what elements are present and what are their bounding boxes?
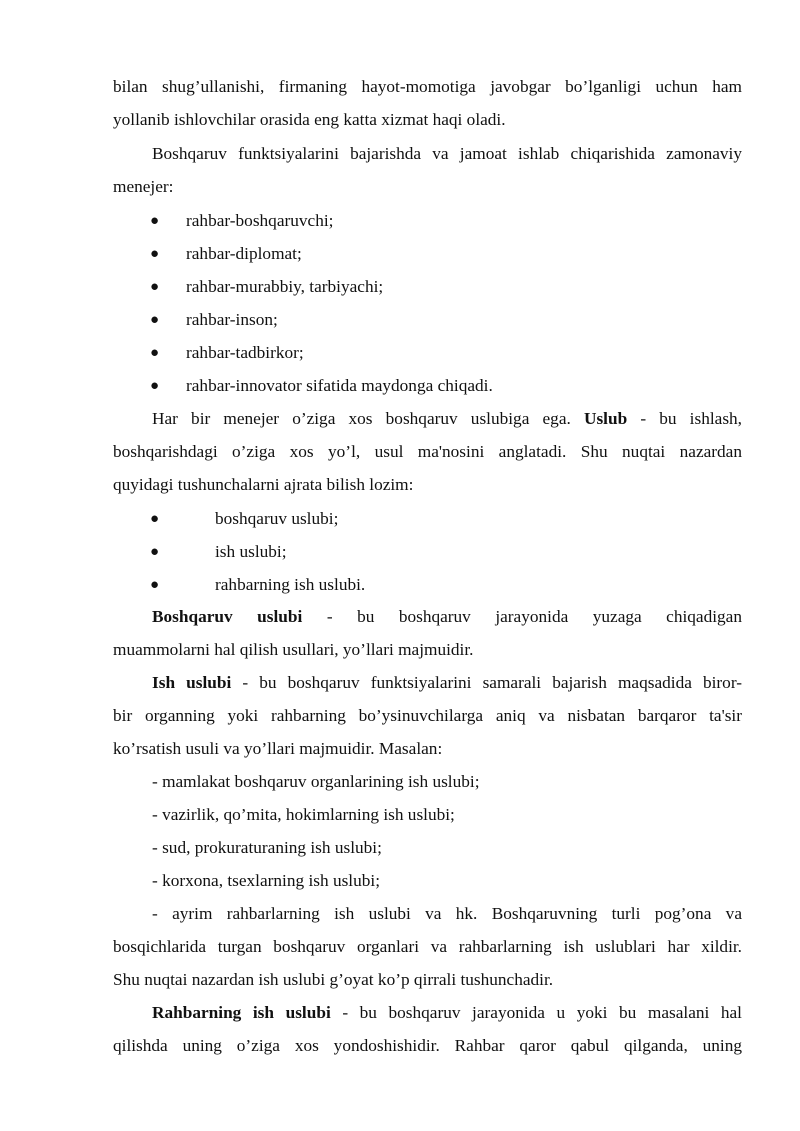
bullet-icon: ● bbox=[150, 312, 160, 328]
paragraph-line: - ayrim rahbarlarning ish uslubi va hk. Boshqaruvning turli pog’ona va bbox=[152, 904, 742, 923]
list-item: rahbar-diplomat; bbox=[186, 244, 302, 263]
text-run: Har bir menejer o’ziga xos boshqaruv uslubiga ega. bbox=[152, 409, 584, 428]
list-item: rahbar-innovator sifatida maydonga chiqadi. bbox=[186, 376, 493, 395]
paragraph-line: qilishda uning o’ziga xos yondoshishidir. Rahbar qaror qabul qilganda, uning bbox=[113, 1036, 742, 1055]
list-item: rahbar-murabbiy, tarbiyachi; bbox=[186, 277, 384, 296]
list-item: - korxona, tsexlarning ish uslubi; bbox=[152, 871, 380, 890]
paragraph-line: ko’rsatish usuli va yo’llari majmuidir. Masalan: bbox=[113, 739, 443, 758]
paragraph-line: boshqarishdagi o’ziga xos yo’l, usul ma'nosini anglatadi. Shu nuqtai nazardan bbox=[113, 442, 742, 461]
text-run: - bu boshqaruv jarayonida yuzaga chiqadigan bbox=[302, 607, 742, 626]
paragraph-line bbox=[152, 1002, 742, 1024]
paragraph-line bbox=[152, 672, 742, 694]
bullet-icon: ● bbox=[150, 279, 160, 295]
paragraph-line: bilan shug’ullanishi, firmaning hayot-momotiga javobgar bo’lganligi uchun ham bbox=[113, 77, 742, 96]
bullet-icon: ● bbox=[150, 378, 160, 394]
term-bold: Uslub bbox=[583, 409, 628, 428]
paragraph-line bbox=[152, 606, 742, 628]
bullet-icon: ● bbox=[150, 246, 160, 262]
paragraph-line: quyidagi tushunchalarni ajrata bilish lozim: bbox=[113, 475, 414, 494]
text-run: - bu boshqaruv jarayonida u yoki bu masalani hal bbox=[330, 1003, 742, 1022]
term-bold: Rahbarning ish uslubi bbox=[152, 1003, 331, 1022]
list-item: - sud, prokuraturaning ish uslubi; bbox=[152, 838, 382, 857]
list-item: - vazirlik, qo’mita, hokimlarning ish uslubi; bbox=[152, 805, 455, 824]
bullet-icon: ● bbox=[150, 511, 160, 527]
text-run: - bu boshqaruv funktsiyalarini samarali bajarish maqsadida biror- bbox=[231, 673, 742, 692]
paragraph-line: menejer: bbox=[113, 177, 174, 196]
paragraph-line: bir organning yoki rahbarning bo’ysinuvchilarga aniq va nisbatan barqaror ta'sir bbox=[113, 706, 742, 725]
bullet-icon: ● bbox=[150, 577, 160, 593]
term-bold: Ish uslubi bbox=[152, 673, 232, 692]
list-item: rahbar-inson; bbox=[186, 310, 278, 329]
paragraph-line: yollanib ishlovchilar orasida eng katta xizmat haqi oladi. bbox=[113, 110, 506, 129]
list-item: boshqaruv uslubi; bbox=[215, 509, 339, 528]
list-item: ish uslubi; bbox=[215, 542, 287, 561]
bullet-icon: ● bbox=[150, 213, 160, 229]
list-item: rahbarning ish uslubi. bbox=[215, 575, 366, 594]
paragraph-line: muammolarni hal qilish usullari, yo’llari majmuidir. bbox=[113, 640, 474, 659]
term-bold: Boshqaruv uslubi bbox=[152, 607, 303, 626]
list-item: - mamlakat boshqaruv organlarining ish uslubi; bbox=[152, 772, 480, 791]
text-run: - bu ishlash, bbox=[627, 409, 742, 428]
paragraph-line: Boshqaruv funktsiyalarini bajarishda va jamoat ishlab chiqarishida zamonaviy bbox=[152, 144, 742, 163]
paragraph-line: Shu nuqtai nazardan ish uslubi g’oyat ko’p qirrali tushunchadir. bbox=[113, 970, 554, 989]
paragraph-line: bosqichlarida turgan boshqaruv organlari va rahbarlarning ish uslublari har xildir. bbox=[113, 937, 742, 956]
list-item: rahbar-boshqaruvchi; bbox=[186, 211, 334, 230]
bullet-icon: ● bbox=[150, 544, 160, 560]
bullet-icon: ● bbox=[150, 345, 160, 361]
list-item: rahbar-tadbirkor; bbox=[186, 343, 304, 362]
paragraph-line bbox=[152, 408, 742, 430]
